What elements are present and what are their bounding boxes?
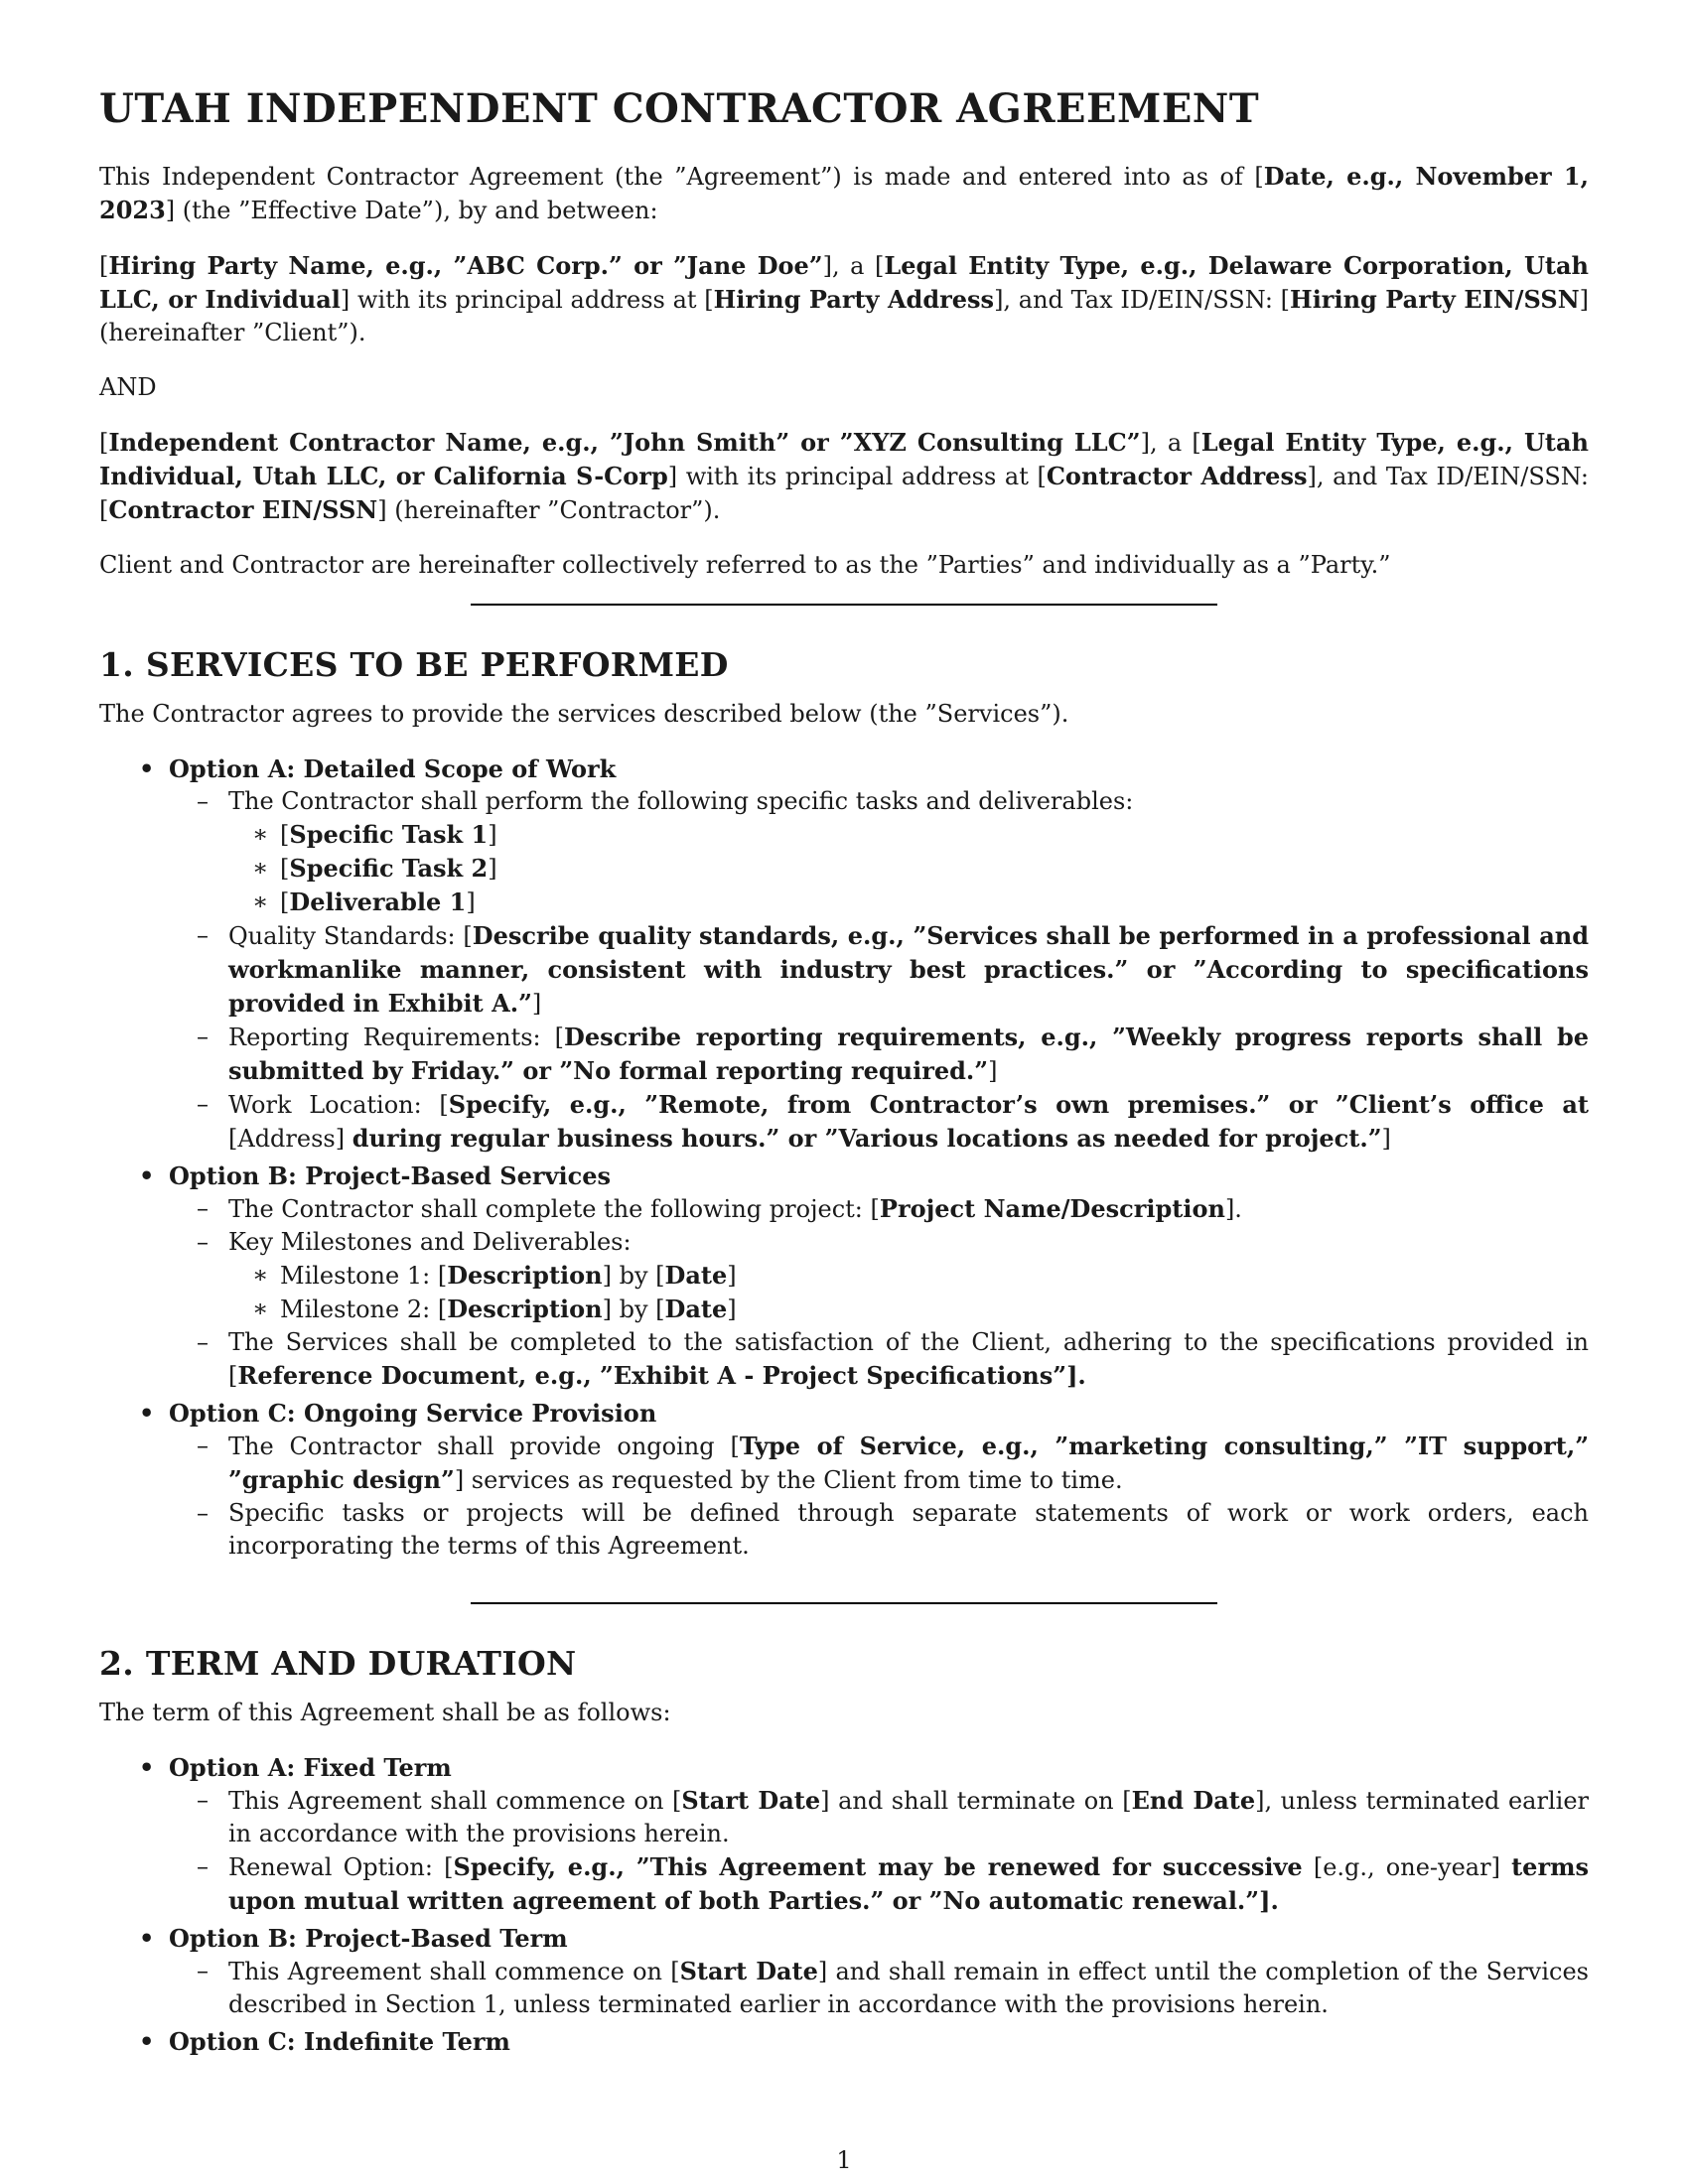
and-separator: AND [99, 373, 157, 401]
list-item: – Reporting Requirements: [Describe reporting requirements, e.g., ”Weekly progress reports shall be submitted by Friday.” or ”No formal reporting required.”] [197, 1023, 1589, 1085]
list-item: – The Contractor shall provide ongoing [Type of Service, e.g., ”marketing consulting,” ”IT support,” ”graphic design”] services as requested by the Client from time to time. [197, 1432, 1589, 1494]
list-item: – This Agreement shall commence on [Start Date] and shall remain in effect until the completion of the Services described in Section 1, unless terminated earlier in accordance with the provisions herein. [197, 1957, 1589, 2018]
document-body [99, 85, 1589, 2062]
page-number: 1 [836, 2146, 852, 2174]
section-1-heading: 1. SERVICES TO BE PERFORMED [99, 645, 729, 684]
section-1-option-b: • Option B: Project-Based Services – The Contractor shall complete the following project: [Project Name/Description]. – Key Milestones and Deliverables: ∗ Milestone 1: [Description] by [Date] ∗ Milestone 2: [Description] by [Date] – The Services shall be completed to the satisfaction of the Client, adhering to the specifications provided in [Reference Document, e.g., ”Exhibit A - Project Specifications”]. [99, 1160, 1589, 1393]
list-item: – The Contractor shall perform the following specific tasks and deliverables: [197, 787, 1134, 815]
list-item: ∗ [Specific Task 1] [252, 820, 497, 849]
list-item: – The Services shall be completed to the satisfaction of the Client, adhering to the specifications provided in [Reference Document, e.g., ”Exhibit A - Project Specifications”]. [197, 1328, 1589, 1390]
contractor-paragraph: [Independent Contractor Name, e.g., ”John Smith” or ”XYZ Consulting LLC”], a [Legal Entity Type, e.g., Utah Individual, Utah LLC, or California S-Corp] with its principal address at [Contractor Address], and Tax ID/EIN/SSN: [Contractor EIN/SSN] (hereinafter ”Contractor”). [99, 428, 1590, 524]
list-item: ∗ Milestone 2: [Description] by [Date] [252, 1295, 737, 1323]
section-2-option-c: • Option C: Indefinite Term [99, 2025, 1589, 2058]
list-item: – The Contractor shall complete the following project: [Project Name/Description]. [197, 1194, 1242, 1223]
list-item: ∗ [Deliverable 1] [252, 887, 476, 916]
list-item: – Quality Standards: [Describe quality standards, e.g., ”Services shall be performed in a professional and workmanlike manner, consistent with industry best practices.” or ”According to specifications provided in Exhibit A.”] [197, 921, 1589, 1018]
list-item: ∗ [Specific Task 2] [252, 854, 497, 883]
section-1-intro: The Contractor agrees to provide the services described below (the ”Services”). [99, 700, 1069, 728]
client-paragraph: [Hiring Party Name, e.g., ”ABC Corp.” or ”Jane Doe”], a [Legal Entity Type, e.g., Delaware Corporation, Utah LLC, or Individual] with its principal address at [Hiring Party Address], and Tax ID/EIN/SSN: [Hiring Party EIN/SSN] (hereinafter ”Client”). [99, 251, 1589, 346]
section-1-option-a: • Option A: Detailed Scope of Work – The Contractor shall perform the following specific tasks and deliverables: ∗ [Specific Task 1] ∗ [Specific Task 2] ∗ [Deliverable 1] – Quality Standards: [Describe quality standards, e.g., ”Services shall be performed in a professional and workmanlike manner, consistent with industry best practices.” or ”According to specifications provided in Exhibit A.”] – Reporting Requirements: [Describe reporting requirements, e.g., ”Weekly progress reports shall be submitted by Friday.” or ”No formal reporting required.”] – Work Location: [Specify, e.g., ”Remote, from Contractor’s own premises.” or ”Client’s office at [Address] during regular business hours.” or ”Various locations as needed for project.”] [99, 752, 1589, 1156]
parties-paragraph: Client and Contractor are hereinafter collectively referred to as the ”Parties” and individually as a ”Party.” [99, 551, 1391, 579]
section-2-heading: 2. TERM AND DURATION [99, 1644, 577, 1683]
section-2-intro: The term of this Agreement shall be as follows: [99, 1699, 671, 1726]
list-item: – Key Milestones and Deliverables: [197, 1228, 632, 1256]
section-divider [471, 1602, 1217, 1604]
section-2-option-a: • Option A: Fixed Term – This Agreement shall commence on [Start Date] and shall terminate on [End Date], unless terminated earlier in accordance with the provisions herein. – Renewal Option: [Specify, e.g., ”This Agreement may be renewed for successive [e.g., one-year] terms upon mutual written agreement of both Parties.” or ”No automatic renewal.”]. [99, 1751, 1589, 1918]
section-divider [471, 604, 1217, 606]
section-2-options [99, 1751, 1589, 2058]
list-item: – Work Location: [Specify, e.g., ”Remote, from Contractor’s own premises.” or ”Client’s office at [Address] during regular business hours.” or ”Various locations as needed for project.”] [197, 1090, 1590, 1153]
list-item: – Specific tasks or projects will be defined through separate statements of work or work orders, each incorporating the terms of this Agreement. [197, 1499, 1589, 1560]
list-item: – Renewal Option: [Specify, e.g., ”This Agreement may be renewed for successive [e.g., one-year] terms upon mutual written agreement of both Parties.” or ”No automatic renewal.”]. [197, 1852, 1589, 1915]
list-item: ∗ Milestone 1: [Description] by [Date] [252, 1261, 737, 1290]
document-title: UTAH INDEPENDENT CONTRACTOR AGREEMENT [99, 85, 1260, 132]
list-item: – This Agreement shall commence on [Start Date] and shall terminate on [End Date], unless terminated earlier in accordance with the provisions herein. [197, 1786, 1589, 1847]
section-2-option-b: • Option B: Project-Based Term – This Agreement shall commence on [Start Date] and shall remain in effect until the completion of the Services described in Section 1, unless terminated earlier in accordance with the provisions herein. [99, 1922, 1589, 2021]
section-1-option-c: • Option C: Ongoing Service Provision – The Contractor shall provide ongoing [Type of Service, e.g., ”marketing consulting,” ”IT support,” ”graphic design”] services as requested by the Client from time to time. – Specific tasks or projects will be defined through separate statements of work or work orders, each incorporating the terms of this Agreement. [99, 1397, 1589, 1563]
intro-paragraph: This Independent Contractor Agreement (the ”Agreement”) is made and entered into as of [Date, e.g., November 1, 2023] (the ”Effective Date”), by and between: [99, 162, 1589, 224]
section-1-options [99, 752, 1589, 1563]
